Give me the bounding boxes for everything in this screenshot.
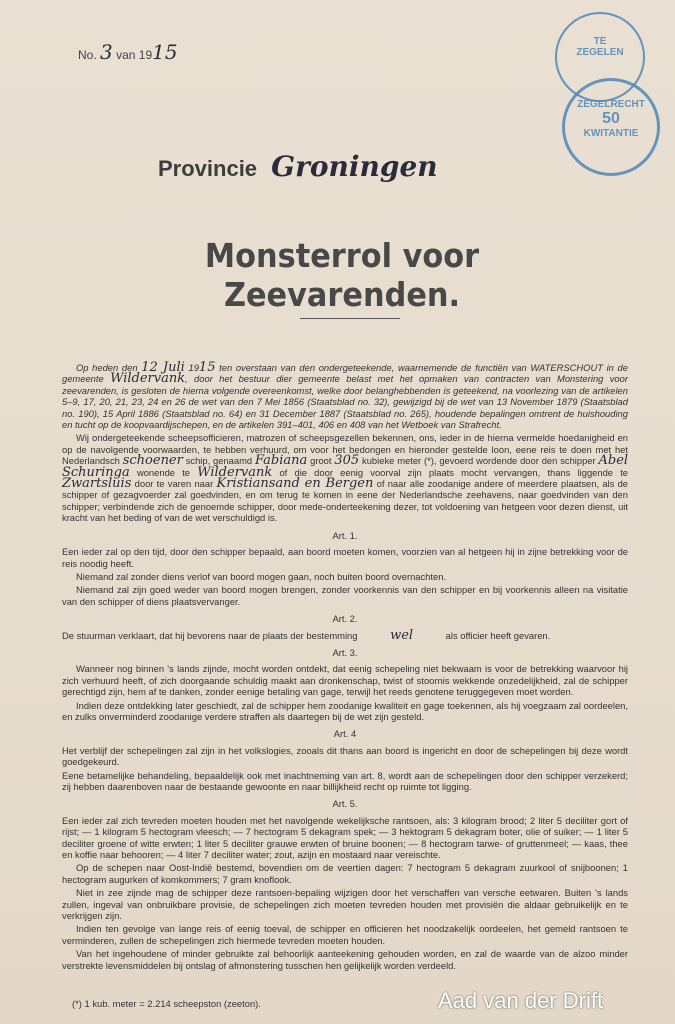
photo-credit-watermark: Aad van der Drift: [438, 988, 604, 1013]
article-4-para-1: Het verblijf der schepelingen zal zijn in het volkslogies, zooals dit thans aan boord is ingericht en door de schepelingen bij deze wordt goedgekeurd.: [62, 744, 628, 768]
number-value: 3: [100, 40, 113, 64]
article-5-para-5: Van het ingehoudene of minder gebruikte zal behoorlijk aanteekening gehouden worden, en zal de waarde van de alzoo minder verstrekte levensmiddelen bij ontslag of afmonstering tusschen hen gelijkelijk worden verdeeld.: [62, 948, 628, 971]
stamp2-line3: KWITANTIE: [583, 128, 639, 139]
fill-day: 12 Juli: [141, 360, 185, 375]
fill-port: Zwartsluis: [62, 476, 132, 492]
article-4-heading: Art. 4: [333, 728, 357, 740]
fill-ship-name: Fabiana: [255, 453, 308, 469]
stamp2-line1: ZEGELRECHT: [577, 99, 645, 110]
fill-gemeente: Wildervank: [110, 371, 186, 387]
article-5-para-4: Indien ten gevolge van lange reis of eenig toeval, de schipper en officieren het noodzakelijk oordeelen, het gemeld rantsoen te verminderen, zullen de schepelingen zich hiermede tevreden moeten houden.: [62, 923, 628, 946]
provincie-value: Groningen: [271, 150, 438, 183]
number-label: No.: [78, 48, 97, 62]
fill-ship-size: 305: [334, 453, 360, 469]
article-5-para-1: Een ieder zal zich tevreden moeten houden met het navolgende wekelijksche rantsoen, als: 3 kilogram brood; 2 liter 5 deciliter gort of rijst; — 1 kilogram 5 hectogram vleesch; — 7 hectogram 5 dekagram spek; — 3 hektogram 5 dekagram boter, olie of suiker; — 1 liter 5 deciliter groene of witte erwten; 1 liter 5 deciliter grauwe erwten of bruine boonen; — 8 hectogram tarwe- of gruttenmeel; — kaas, thee en koffie naar behooren; — 4 liter 7 deciliter water; zout, azijn en mostaard naar vereischte.: [62, 814, 628, 861]
article-1-para-3: Niemand zal zijn goed weder van boord mogen brengen, zonder voorkennis van den schipper en bij voorkennis alleen na visitatie van den schipper of diens plaatsvervanger.: [62, 584, 628, 607]
article-3-para-1: Wanneer nog binnen 's lands zijnde, mocht worden ontdekt, dat eenig schepeling niet bekwaam is voor de betrekking waarvoor hij zich verhuurd heeft, of zich doorgaande schuldig maakt aan dronkenschap, twist of stoornis wekkende onzedelijkheid, zal de schipper gerechtigd zijn, hem af te danken, zonder eenige betaling van gage, terwijl het reeds genotene teruggegeven moet worden.: [62, 663, 628, 698]
article-1-para-2: Niemand zal zonder diens verlof van boord mogen gaan, noch buiten boord overnachten.: [76, 570, 447, 582]
article-4-para-2: Eene betamelijke behandeling, bepaaldelijk ook met inachtneming van art. 8, wordt aan de schepelingen door den schipper verzekerd; zij hebben daarenboven naar de bestaande gewoonte en naar billijkheid recht op ruimte tot ligging.: [62, 769, 628, 792]
fill-ship-type: schoener: [122, 453, 183, 469]
stamp1-line2: ZEGELEN: [576, 47, 624, 58]
article-3-para-2: Indien deze ontdekking later geschiedt, zal de schipper hem zoodanige kwaliteit en gage toekennen, als hij voegzaam zal oordeelen, en zulks onverminderd zoodanige verdere straffen als daartegen bij de wet zijn gesteld.: [62, 699, 628, 722]
fill-residence: Wildervank: [197, 464, 273, 480]
stamp1-line1: TE: [593, 36, 607, 47]
article-5-heading: Art. 5.: [332, 798, 358, 810]
article-1-heading: Art. 1.: [332, 529, 358, 541]
article-1-para-1: Een ieder zal op den tijd, door den schipper bepaald, aan boord moeten komen, voorzien van al hetgeen hij in zijne betrekking voor de reis noodig heeft.: [62, 546, 628, 569]
document-number: [78, 40, 178, 64]
article-5-para-2: Op de schepen naar Oost-Indië bestemd, bovendien om de veertien dagen: 7 hectogram 5 dekagram zuurkool of snijboonen; 1 hectogram augurken of komkommers; 7 gram knoflook.: [62, 862, 628, 885]
stamp2-line2: 50: [602, 110, 620, 127]
fill-year: 15: [198, 360, 216, 375]
fill-destination: Kristiansand en Bergen: [216, 476, 374, 492]
footnote: (*) 1 kub. meter = 2.214 scheepston (zeeton).: [72, 998, 261, 1009]
agreement-paragraph: Wij ondergeteekende scheepsofficieren, matrozen of scheepsgezellen bekennen, ons, ieder in de hierna vermelde hoedanigheid en op de navolgende voorwaarden, te hebben verhuurd, om voor het bedongen en hieronder gestelde loon, eene reis te doen met het Nederlandsch schoener schip, genaamd Fabiana groot 305 kubieke meter (*), gevoerd wordende door den schipper Abel Schuringa wonende te Wildervank of die door eenig voorval zijn plaats mocht vervangen, thans liggende te Zwartsluis door te varen naar Kristiansand en Bergen of naar alle zoodanige andere of meerdere plaatsen, als de schipper of gezagvoerder zal goedvinden, en om terug te komen in eene der Nederlandsche zeehavens, naar goedvinden van den schipper; verbindende zich de genoemde schipper, door mede-onderteekening dezer, tot voldoening van hetgeen voor dezen dienst, uit kracht van het beding of van de wet verschuldigd is.: [62, 432, 629, 524]
year-label: van 19: [116, 48, 153, 62]
fill-skipper: Abel Schuringa: [62, 453, 629, 480]
fill-wel: wel: [390, 627, 414, 643]
title-divider: [300, 318, 400, 319]
document-body: [62, 362, 628, 973]
year-value: 15: [152, 40, 178, 64]
article-2-heading: Art. 2.: [332, 613, 358, 625]
intro-paragraph: Op heden den 12 Juli 1915 ten overstaan van den ondergeteekende, waarnemende de functiën van WATERSCHOUT in de gemeente Wildervank, door het bestuur dier gemeente belast met het opmaken van contracten van Monstering voor zeevarenden, is gesloten de hierna volgende overeenkomst, welke door belanghebbenden is geteekend, na voorlezing van de artikelen 5–9, 17, 20, 21, 23, 24 en 26 de wet van den 7 Mei 1856 (Staatsblad no. 32), gewijzigd bij de wet van 13 November 1879 (Staatsblad no. 190), 15 April 1886 (Staatsblad no. 64) en 31 December 1887 (Staatsblad no. 265), houdende bepalingen omtrent de huishouding en tucht op de koopvaardijschepen, en de artikelen 391–401, 406 en 408 van het Wetboek van Strafrecht.: [62, 360, 628, 431]
provincie-line: [158, 150, 438, 183]
article-5-para-3: Niet in zee zijnde mag de schipper deze rantsoen-bepaling wijzigen door het verschaffen van versche eetwaren. Buiten 's lands zullen, ingeval van onbruikbare provisie, de schepelingen zich moeten tevreden houden met provisiën die aldaar gebruikelijk en te verkrijgen zijn.: [62, 887, 628, 922]
provincie-label: Provincie: [158, 156, 258, 181]
article-3-heading: Art. 3.: [332, 646, 358, 658]
tax-stamp-fee: [562, 78, 660, 176]
document-title: Monsterrol voor Zeevarenden.: [204, 236, 480, 314]
article-2-para: De stuurman verklaart, dat hij bevorens naar de plaats der bestemming wel als officier heeft gevaren.: [62, 627, 551, 643]
